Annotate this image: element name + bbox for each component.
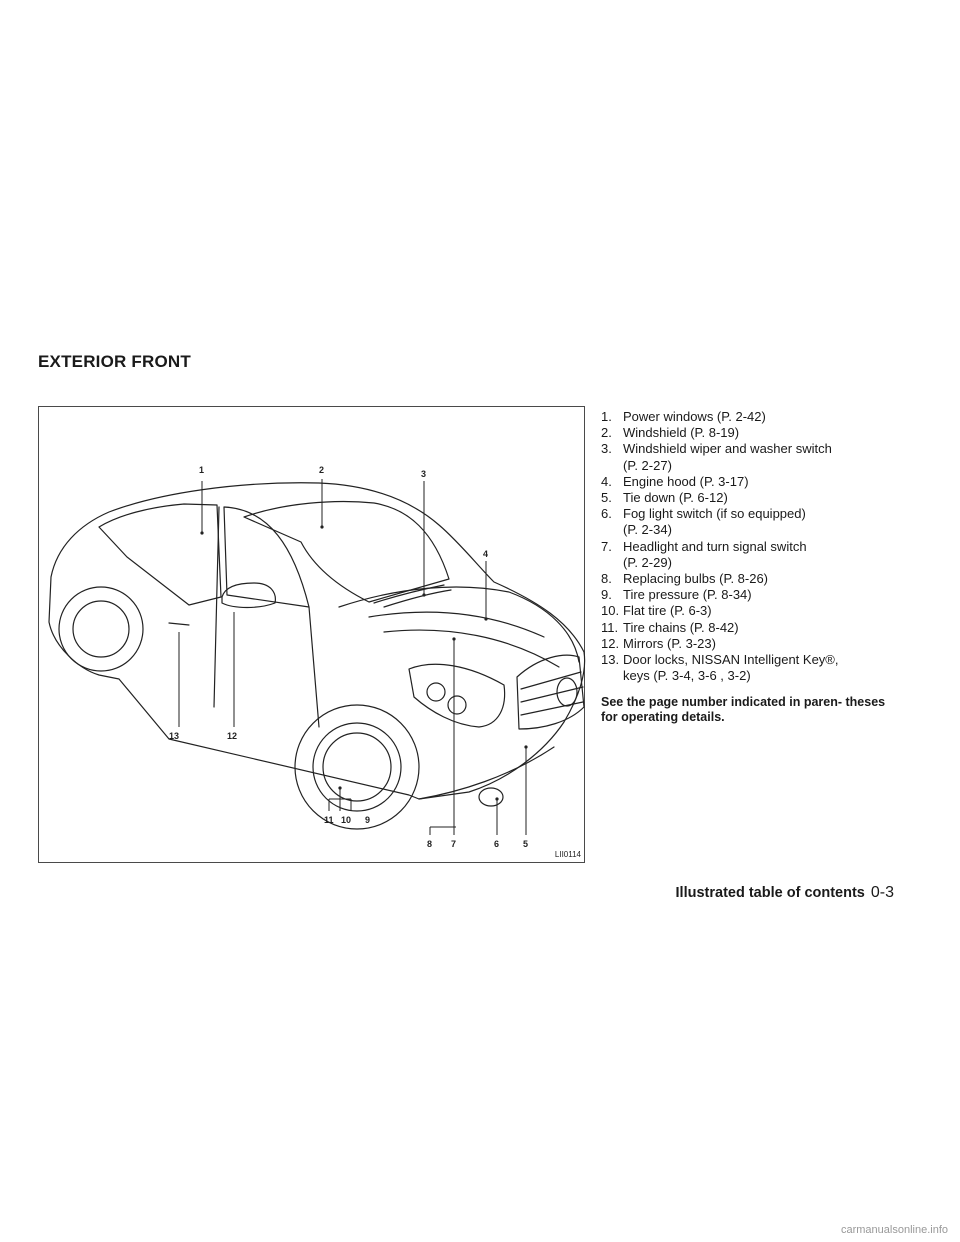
callout-1: 1	[199, 465, 205, 475]
legend-list	[601, 409, 901, 684]
callout-12: 12	[227, 731, 238, 741]
legend-item: 6. Fog light switch (if so equipped) (P. 2-34)	[601, 506, 806, 538]
operating-note: See the page number indicated in paren- theses for operating details.	[601, 695, 886, 724]
callout-13: 13	[169, 731, 180, 741]
figure-id: LII0114	[554, 850, 581, 859]
legend-item: 10. Flat tire (P. 6-3)	[601, 603, 712, 619]
callout-5: 5	[523, 839, 529, 849]
callout-11: 11	[324, 815, 334, 825]
car-illustration-figure	[38, 406, 585, 863]
leader-8	[430, 827, 456, 835]
legend-item: 9. Tire pressure (P. 8-34)	[601, 587, 752, 603]
callout-7: 7	[451, 839, 457, 849]
callout-4: 4	[483, 549, 489, 559]
page-number: 0-3	[870, 884, 894, 901]
legend-item: 13. Door locks, NISSAN Intelligent Key®, keys (P. 3-4, 3-6 , 3-2)	[601, 652, 839, 684]
callout-2: 2	[319, 465, 325, 475]
legend-item: 3. Windshield wiper and washer switch (P. 2-27)	[601, 441, 832, 473]
legend-item: 11. Tire chains (P. 8-42)	[601, 619, 739, 635]
hood-outline	[339, 587, 579, 662]
car-body-outline	[49, 483, 585, 799]
leader-9-11	[329, 788, 351, 811]
windshield-outline	[244, 502, 449, 602]
fog-light	[479, 788, 503, 806]
wiper-outline	[374, 585, 444, 603]
footer-section-title: Illustrated table of contents	[675, 885, 865, 901]
callout-10: 10	[341, 815, 352, 825]
legend-item: 7. Headlight and turn signal switch (P. 2-29)	[601, 538, 807, 570]
callout-6: 6	[494, 839, 500, 849]
page-footer	[676, 884, 894, 902]
callout-8: 8	[427, 839, 433, 849]
callout-3: 3	[421, 469, 427, 479]
section-title: EXTERIOR FRONT	[38, 352, 191, 371]
legend-item: 5. Tie down (P. 6-12)	[601, 490, 728, 506]
callout-9: 9	[365, 815, 371, 825]
watermark: carmanualsonline.info	[840, 1224, 948, 1236]
legend-item: 4. Engine hood (P. 3-17)	[601, 473, 749, 489]
legend-item: 2. Windshield (P. 8-19)	[601, 425, 740, 441]
legend-item: 1. Power windows (P. 2-42)	[601, 409, 766, 424]
legend-item: 8. Replacing bulbs (P. 8-26)	[601, 571, 769, 587]
legend-item: 12. Mirrors (P. 3-23)	[601, 635, 716, 651]
rear-wheel	[59, 587, 143, 671]
grille-outline	[517, 655, 584, 729]
car-drawing	[39, 407, 586, 864]
